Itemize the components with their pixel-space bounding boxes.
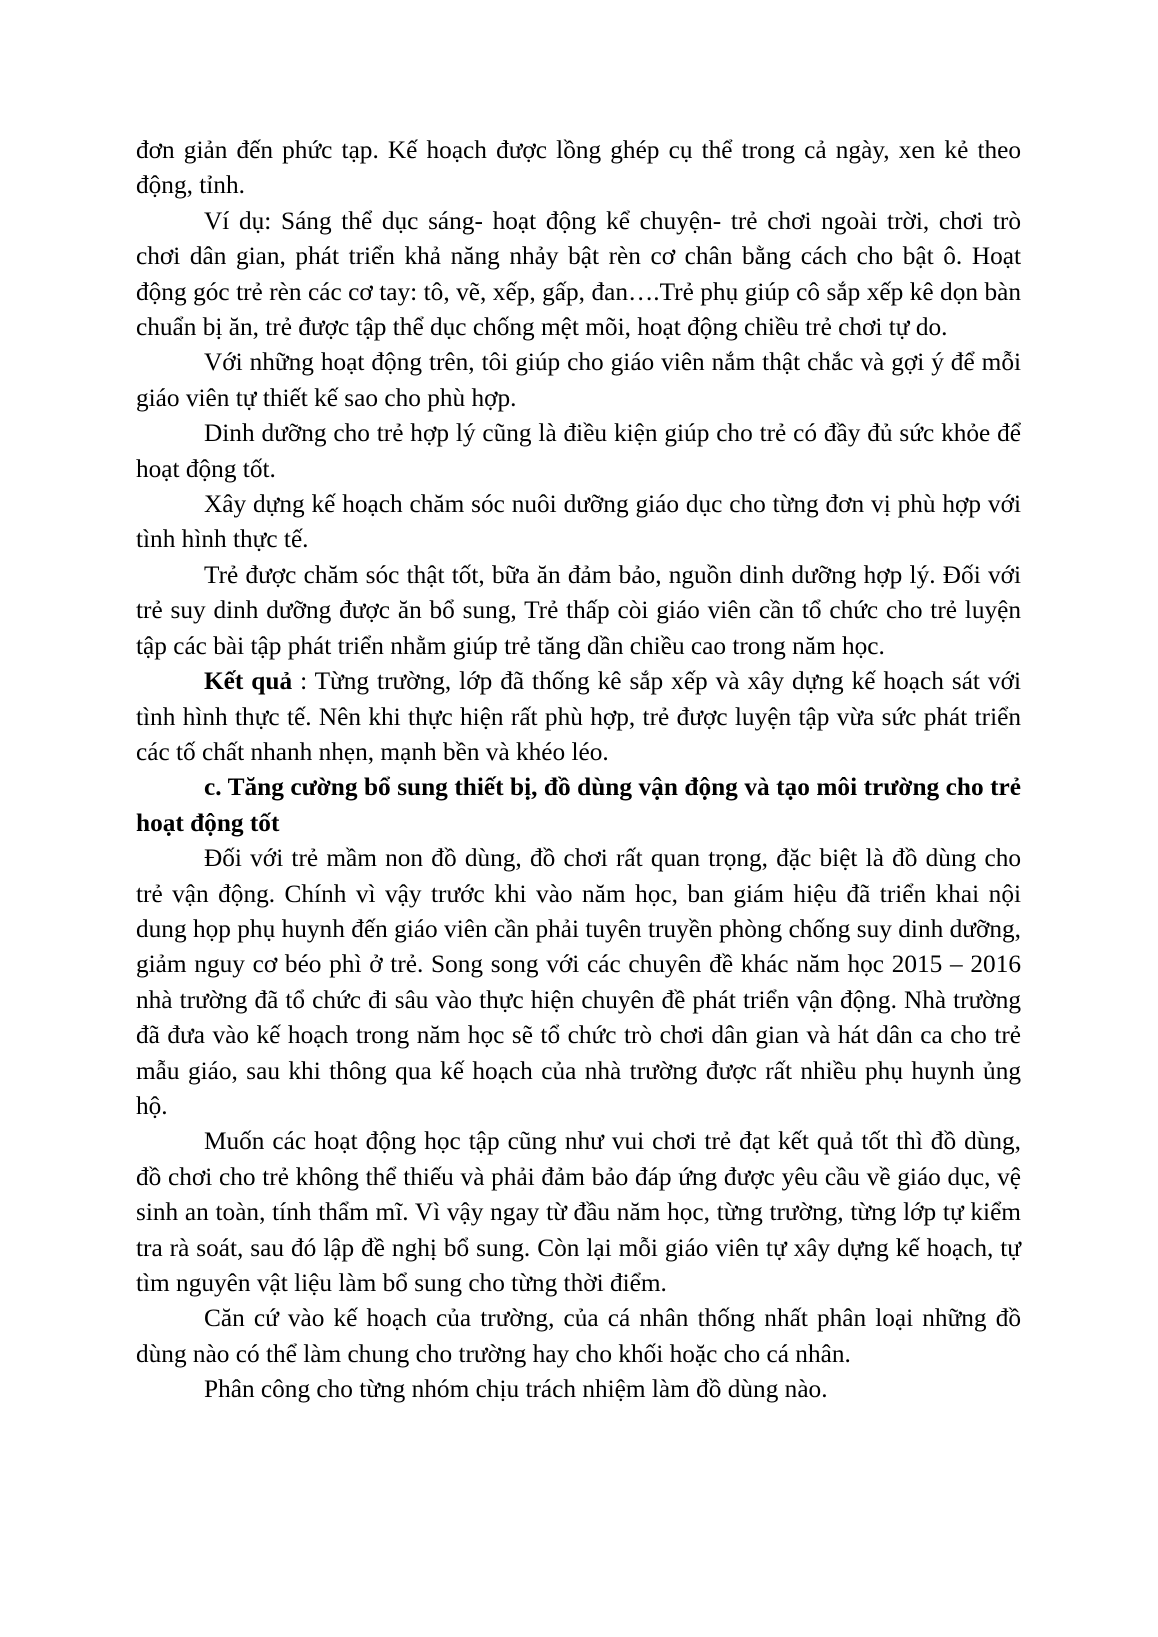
paragraph-result [136, 664, 1021, 770]
paragraph-assignment: Phân công cho từng nhóm chịu trách nhiệm làm đồ dùng nào. [204, 1375, 828, 1404]
section-heading: c. Tăng cường bổ sung thiết bị, đồ dùng vận động và tạo môi trường cho trẻ hoạt động tốt [136, 773, 1021, 837]
document-page [136, 133, 1021, 1408]
paragraph-child-care: Trẻ được chăm sóc thật tốt, bữa ăn đảm bảo, nguồn dinh dưỡng hợp lý. Đối với trẻ suy dinh dưỡng được ăn bổ sung, Trẻ thấp còi giáo viên cần tổ chức cho trẻ luyện tập các bài tập phát triển nhằm giúp trẻ tăng dần chiều cao trong năm học. [136, 560, 1021, 660]
paragraph-care-plan: Xây dựng kế hoạch chăm sóc nuôi dưỡng giáo dục cho từng đơn vị phù hợp với tình hình thực tế. [136, 490, 1021, 554]
paragraph-nutrition: Dinh dưỡng cho trẻ hợp lý cũng là điều kiện giúp cho trẻ có đầy đủ sức khỏe để hoạt động tốt. [136, 419, 1021, 483]
paragraph-equipment: Đối với trẻ mầm non đồ dùng, đồ chơi rất quan trọng, đặc biệt là đồ dùng cho trẻ vận động. Chính vì vậy trước khi vào năm học, ban giám hiệu đã triển khai nội dung họp phụ huynh đến giáo viên cần phải tuyên truyền phòng chống suy dinh dưỡng, giảm nguy cơ béo phì ở trẻ. Song song với các chuyên đề khác năm học 2015 – 2016 nhà trường đã tổ chức đi sâu vào thực hiện chuyên đề phát triển vận động. Nhà trường đã đưa vào kế hoạch trong năm học sẽ tổ chức trò chơi dân gian và hát dân ca cho trẻ mẫu giáo, sau khi thông qua kế hoạch của nhà trường được rất nhiều phụ huynh ủng hộ. [136, 844, 1021, 1120]
paragraph-classification: Căn cứ vào kế hoạch của trường, của cá nhân thống nhất phân loại những đồ dùng nào có thể làm chung cho trường hay cho khối hoặc cho cá nhân. [136, 1304, 1021, 1368]
result-label: Kết quả [204, 667, 293, 696]
paragraph-activities-summary: Với những hoạt động trên, tôi giúp cho giáo viên nắm thật chắc và gợi ý để mỗi giáo viên tự thiết kế sao cho phù hợp. [136, 348, 1021, 412]
paragraph-example: Ví dụ: Sáng thể dục sáng- hoạt động kể chuyện- trẻ chơi ngoài trời, chơi trò chơi dân gian, phát triển khả năng nhảy bật rèn cơ chân bằng cách cho bật ô. Hoạt động góc trẻ rèn các cơ tay: tô, vẽ, xếp, gấp, đan….Trẻ phụ giúp cô sắp xếp kê dọn bàn chuẩn bị ăn, trẻ được tập thể dục chống mệt mõi, hoạt động chiều trẻ chơi tự do. [136, 206, 1021, 342]
paragraph-learning-tools: Muốn các hoạt động học tập cũng như vui chơi trẻ đạt kết quả tốt thì đồ dùng, đồ chơi cho trẻ không thể thiếu và phải đảm bảo đáp ứng được yêu cầu về giáo dục, vệ sinh an toàn, tính thẩm mĩ. Vì vậy ngay từ đầu năm học, từng trường, từng lớp tự kiểm tra rà soát, sau đó lập đề nghị bổ sung. Còn lại mỗi giáo viên tự xây dựng kế hoạch, tự tìm nguyên vật liệu làm bổ sung cho từng thời điểm. [136, 1127, 1021, 1297]
result-text: : Từng trường, lớp đã thống kê sắp xếp và xây dựng kế hoạch sát với tình hình thực tế. Nên khi thực hiện rất phù hợp, trẻ được luyện tập vừa sức phát triển các tố chất nhanh nhẹn, mạnh bền và khéo léo. [136, 667, 1021, 766]
paragraph-continuation: đơn giản đến phức tạp. Kế hoạch được lồng ghép cụ thể trong cả ngày, xen kẻ theo động, tỉnh. [136, 136, 1021, 200]
